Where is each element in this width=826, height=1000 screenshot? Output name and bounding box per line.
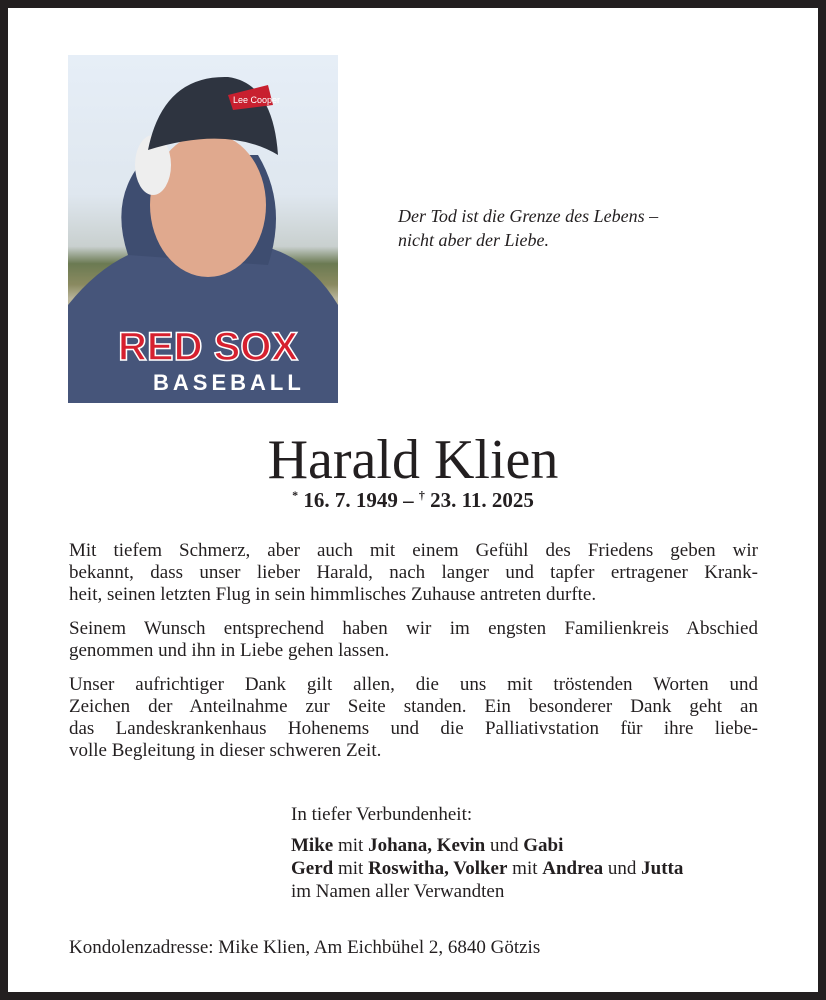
quote [398, 204, 658, 252]
text-line: volle Begleitung in dieser schweren Zeit. [69, 740, 382, 761]
paragraph [69, 674, 758, 762]
life-dates [8, 488, 818, 513]
text-line: bekannt, dass unser lieber Harald, nach langer und tapfer ertragener Krank- [69, 562, 758, 583]
text-line: heit, seinen letzten Flug in sein himmlisches Zuhause antreten durfte. [69, 584, 597, 605]
deceased-name: Harald Klien [267, 429, 559, 491]
signature-line: im Namen aller Verwandten [291, 881, 505, 902]
signature-line: Gerd mit Roswitha, Volker mit Andrea und Jutta [291, 858, 684, 879]
text-line: Zeichen der Anteilnahme zur Seite standen. Ein besonderer Dank geht an [69, 696, 758, 717]
quote-line: nicht aber der Liebe. [398, 230, 549, 250]
text-line: Seinem Wunsch entsprechend haben wir im engsten Familienkreis Abschied [69, 618, 758, 639]
text-line: Mit tiefem Schmerz, aber auch mit einem Gefühl des Friedens geben wir [69, 540, 758, 561]
paragraph [69, 618, 758, 662]
birth-date: 16. 7. 1949 [303, 488, 398, 512]
date-separator: – [397, 488, 419, 512]
birth-symbol: * [292, 488, 299, 502]
text-line: Unser aufrichtiger Dank gilt allen, die uns mit tröstenden Worten und [69, 674, 758, 695]
cap-logo-text: Lee Cooper [233, 95, 281, 105]
text-line: genommen und ihn in Liebe gehen lassen. [69, 640, 390, 661]
shirt-text: RED SOX [118, 325, 299, 369]
quote-line: Der Tod ist die Grenze des Lebens – [398, 206, 659, 226]
text-line: das Landeskrankenhaus Hohenems und die Palliativstation für ihre liebe- [69, 718, 758, 739]
signature-block [291, 803, 683, 903]
portrait-photo [68, 55, 338, 403]
shirt-subtext: BASEBALL [153, 370, 305, 395]
obituary-page [8, 8, 818, 992]
signature-line: Mike mit Johana, Kevin und Gabi [291, 835, 564, 856]
death-symbol: † [418, 488, 425, 502]
signature-intro: In tiefer Verbundenheit: [291, 804, 473, 825]
paragraph [69, 540, 758, 606]
death-date: 23. 11. 2025 [430, 488, 534, 512]
portrait-illustration [68, 55, 338, 403]
announcement-text [69, 540, 758, 774]
condolence-address: Kondolenzadresse: Mike Klien, Am Eichbühel 2, 6840 Götzis [69, 937, 541, 958]
